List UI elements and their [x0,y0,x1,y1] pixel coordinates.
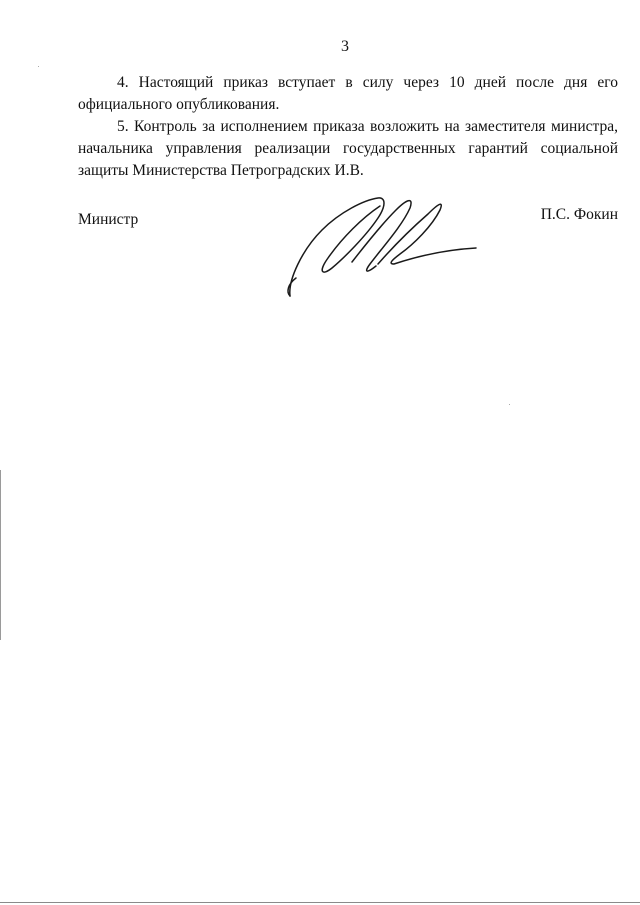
document-body [78,72,618,182]
scan-speck [509,404,510,405]
signature-icon [282,188,477,300]
scan-edge-bottom [0,902,640,903]
paragraph-item-5: 5. Контроль за исполнением приказа возложить на заместителя министра, начальника управления реализации государственных гарантий социальной защиты Министерства Петроградских И.В. [78,118,618,179]
scan-speck [38,66,39,67]
signatory-name: П.С. Фокин [540,206,618,223]
signatory-position: Министр [78,211,139,228]
paragraph-item-4: 4. Настоящий приказ вступает в силу через 10 дней после дня его официального опубликования. [78,74,618,113]
scan-edge-left [0,470,1,640]
page-number: 3 [341,38,349,55]
